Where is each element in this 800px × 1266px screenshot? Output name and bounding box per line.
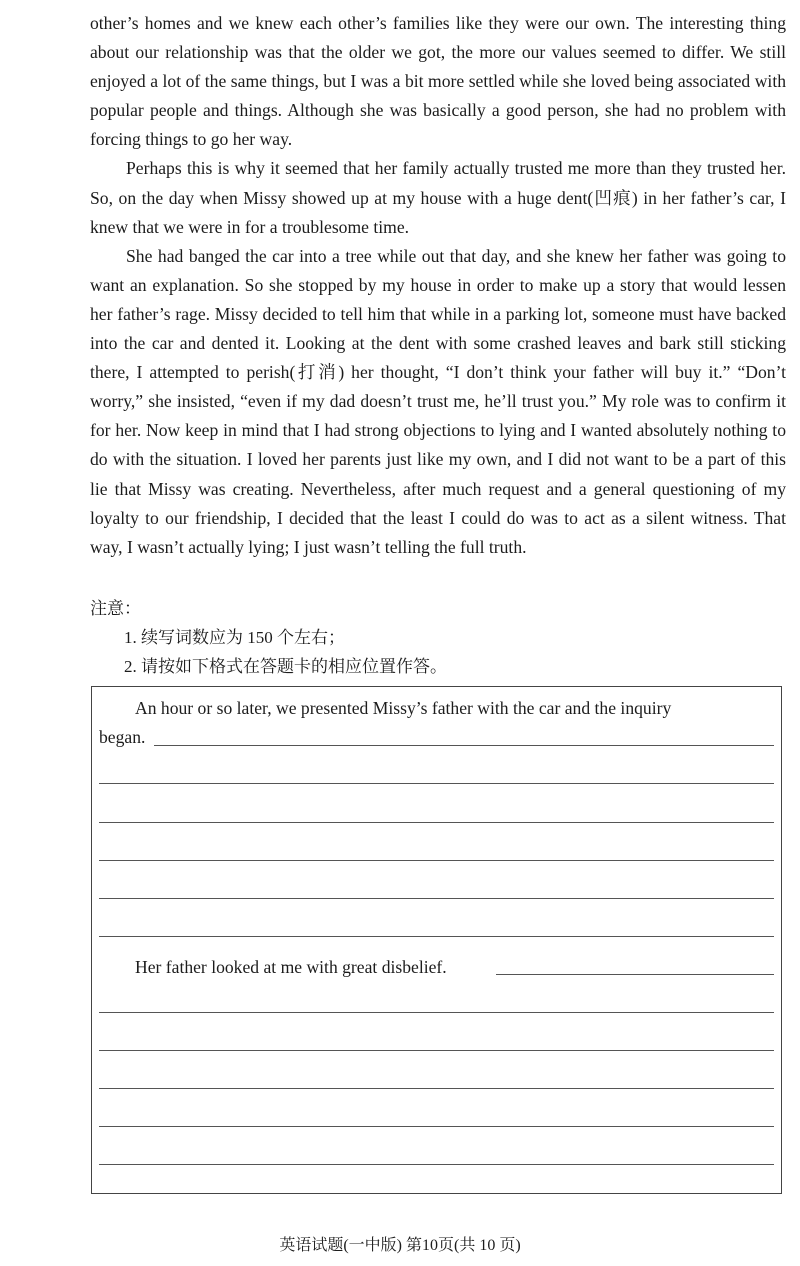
writing-line[interactable]: [99, 1012, 774, 1013]
answer-box: [91, 686, 782, 1194]
passage-paragraph-2: Perhaps this is why it seemed that her family actually trusted me more than they trusted her. So, on the day when Missy showed up at my house with a huge dent(凹痕) in her father’s car, I knew that we were in for a troublesome time.: [90, 158, 786, 237]
passage-paragraph-3: She had banged the car into a tree while out that day, and she knew her father was going to want an explanation. So she stopped by my house in order to make up a story that would lessen her father’s rage. Missy decided to tell him that while in a parking lot, someone must have backed into the car and dented it. Looking at the dent with some crashed leaves and bark still sticking there, I attempted to perish(打消) her thought, “I don’t think your father will buy it.” “Don’t worry,” she insisted, “even if my dad doesn’t trust me, he’ll trust you.” My role was to confirm it for her. Now keep in mind that I had strong objections to lying and I wanted absolutely nothing to do with the situation. I loved her parents just like my own, and I did not want to be a part of this lie that Missy was creating. Nevertheless, after much request and a general questioning of my loyalty to our friendship, I decided that the least I could do was to act as a silent witness. That way, I wasn’t actually lying; I just wasn’t telling the full truth.: [90, 245, 786, 557]
prompt-1-line-2: began.: [99, 727, 146, 747]
passage-paragraph-1: other’s homes and we knew each other’s families like they were our own. The interesting thing about our relationship was that the older we got, the more our values seemed to differ. We still enjoyed a lot of the same things, but I was a bit more settled while she loved being associated with popular people and things. Although she was basically a good person, she had no problem with forcing things to go her way.: [90, 13, 786, 150]
writing-line[interactable]: [154, 745, 774, 746]
writing-line[interactable]: [99, 1126, 774, 1127]
writing-line[interactable]: [99, 936, 774, 937]
continuation-prompt-2: Her father looked at me with great disbelief.: [135, 957, 447, 977]
prompt-1-line-1: An hour or so later, we presented Missy’s father with the car and the inquiry: [135, 698, 672, 718]
writing-line[interactable]: [99, 822, 774, 823]
notes-title: 注意：: [90, 599, 141, 618]
notes-section: [90, 594, 690, 681]
reading-passage: [90, 9, 786, 562]
writing-line[interactable]: [99, 783, 774, 784]
writing-line[interactable]: [99, 1164, 774, 1165]
page-footer: 英语试题(一中版) 第10页(共 10 页): [279, 1237, 521, 1254]
writing-line[interactable]: [496, 974, 774, 975]
writing-line[interactable]: [99, 898, 774, 899]
note-item-2: 2. 请按如下格式在答题卡的相应位置作答。: [124, 657, 447, 676]
note-item-1: 1. 续写词数应为 150 个左右；: [124, 628, 345, 647]
writing-line[interactable]: [99, 1088, 774, 1089]
writing-line[interactable]: [99, 860, 774, 861]
writing-line[interactable]: [99, 1050, 774, 1051]
continuation-prompt-1: [99, 694, 775, 752]
